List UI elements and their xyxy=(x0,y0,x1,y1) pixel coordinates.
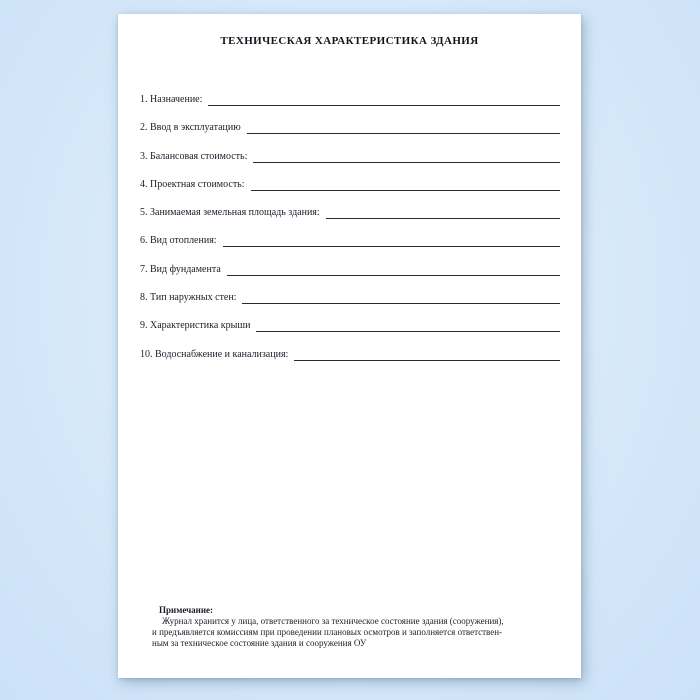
field-blank-line xyxy=(208,95,560,106)
field-blank-line xyxy=(227,265,560,276)
fields-list xyxy=(140,93,560,376)
note-line: и предъявляется комиссиям при проведении плановых осмотров и заполняется ответствен- xyxy=(152,627,503,637)
form-field-row xyxy=(140,291,560,304)
field-label: 2. Ввод в эксплуатацию xyxy=(140,122,241,134)
note-block xyxy=(152,605,545,649)
form-field-row xyxy=(140,150,560,163)
field-label: 10. Водоснабжение и канализация: xyxy=(140,348,289,360)
field-blank-line xyxy=(294,350,560,361)
field-blank-line xyxy=(242,293,560,304)
form-field-row xyxy=(140,263,560,276)
field-label: 5. Занимаемая земельная площадь здания: xyxy=(140,207,320,219)
field-blank-line xyxy=(253,152,560,163)
field-blank-line xyxy=(251,180,560,191)
field-label: 4. Проектная стоимость: xyxy=(140,178,245,190)
field-label: 9. Характеристика крыши xyxy=(140,320,251,332)
field-label: 3. Балансовая стоимость: xyxy=(140,150,248,162)
form-field-row xyxy=(140,348,560,361)
field-label: 8. Тип наружных стен: xyxy=(140,292,237,304)
form-field-row xyxy=(140,319,560,332)
form-field-row xyxy=(140,234,560,247)
field-blank-line xyxy=(247,123,560,134)
note-line: ным за техническое состояние здания и сооружения ОУ xyxy=(152,638,367,648)
document-title: ТЕХНИЧЕСКАЯ ХАРАКТЕРИСТИКА ЗДАНИЯ xyxy=(220,35,479,47)
form-field-row xyxy=(140,121,560,134)
note-heading: Примечание: xyxy=(159,605,214,615)
field-label: 7. Вид фундамента xyxy=(140,263,221,275)
form-field-row xyxy=(140,206,560,219)
form-field-row xyxy=(140,93,560,106)
field-blank-line xyxy=(256,321,560,332)
field-label: 6. Вид отопления: xyxy=(140,235,217,247)
note-line: Журнал хранится у лица, ответственного за техническое состояние здания (сооружения), xyxy=(162,616,504,626)
field-label: 1. Назначение: xyxy=(140,94,203,105)
form-field-row xyxy=(140,178,560,191)
field-blank-line xyxy=(223,236,560,247)
field-blank-line xyxy=(326,208,560,219)
document-page xyxy=(118,14,581,678)
